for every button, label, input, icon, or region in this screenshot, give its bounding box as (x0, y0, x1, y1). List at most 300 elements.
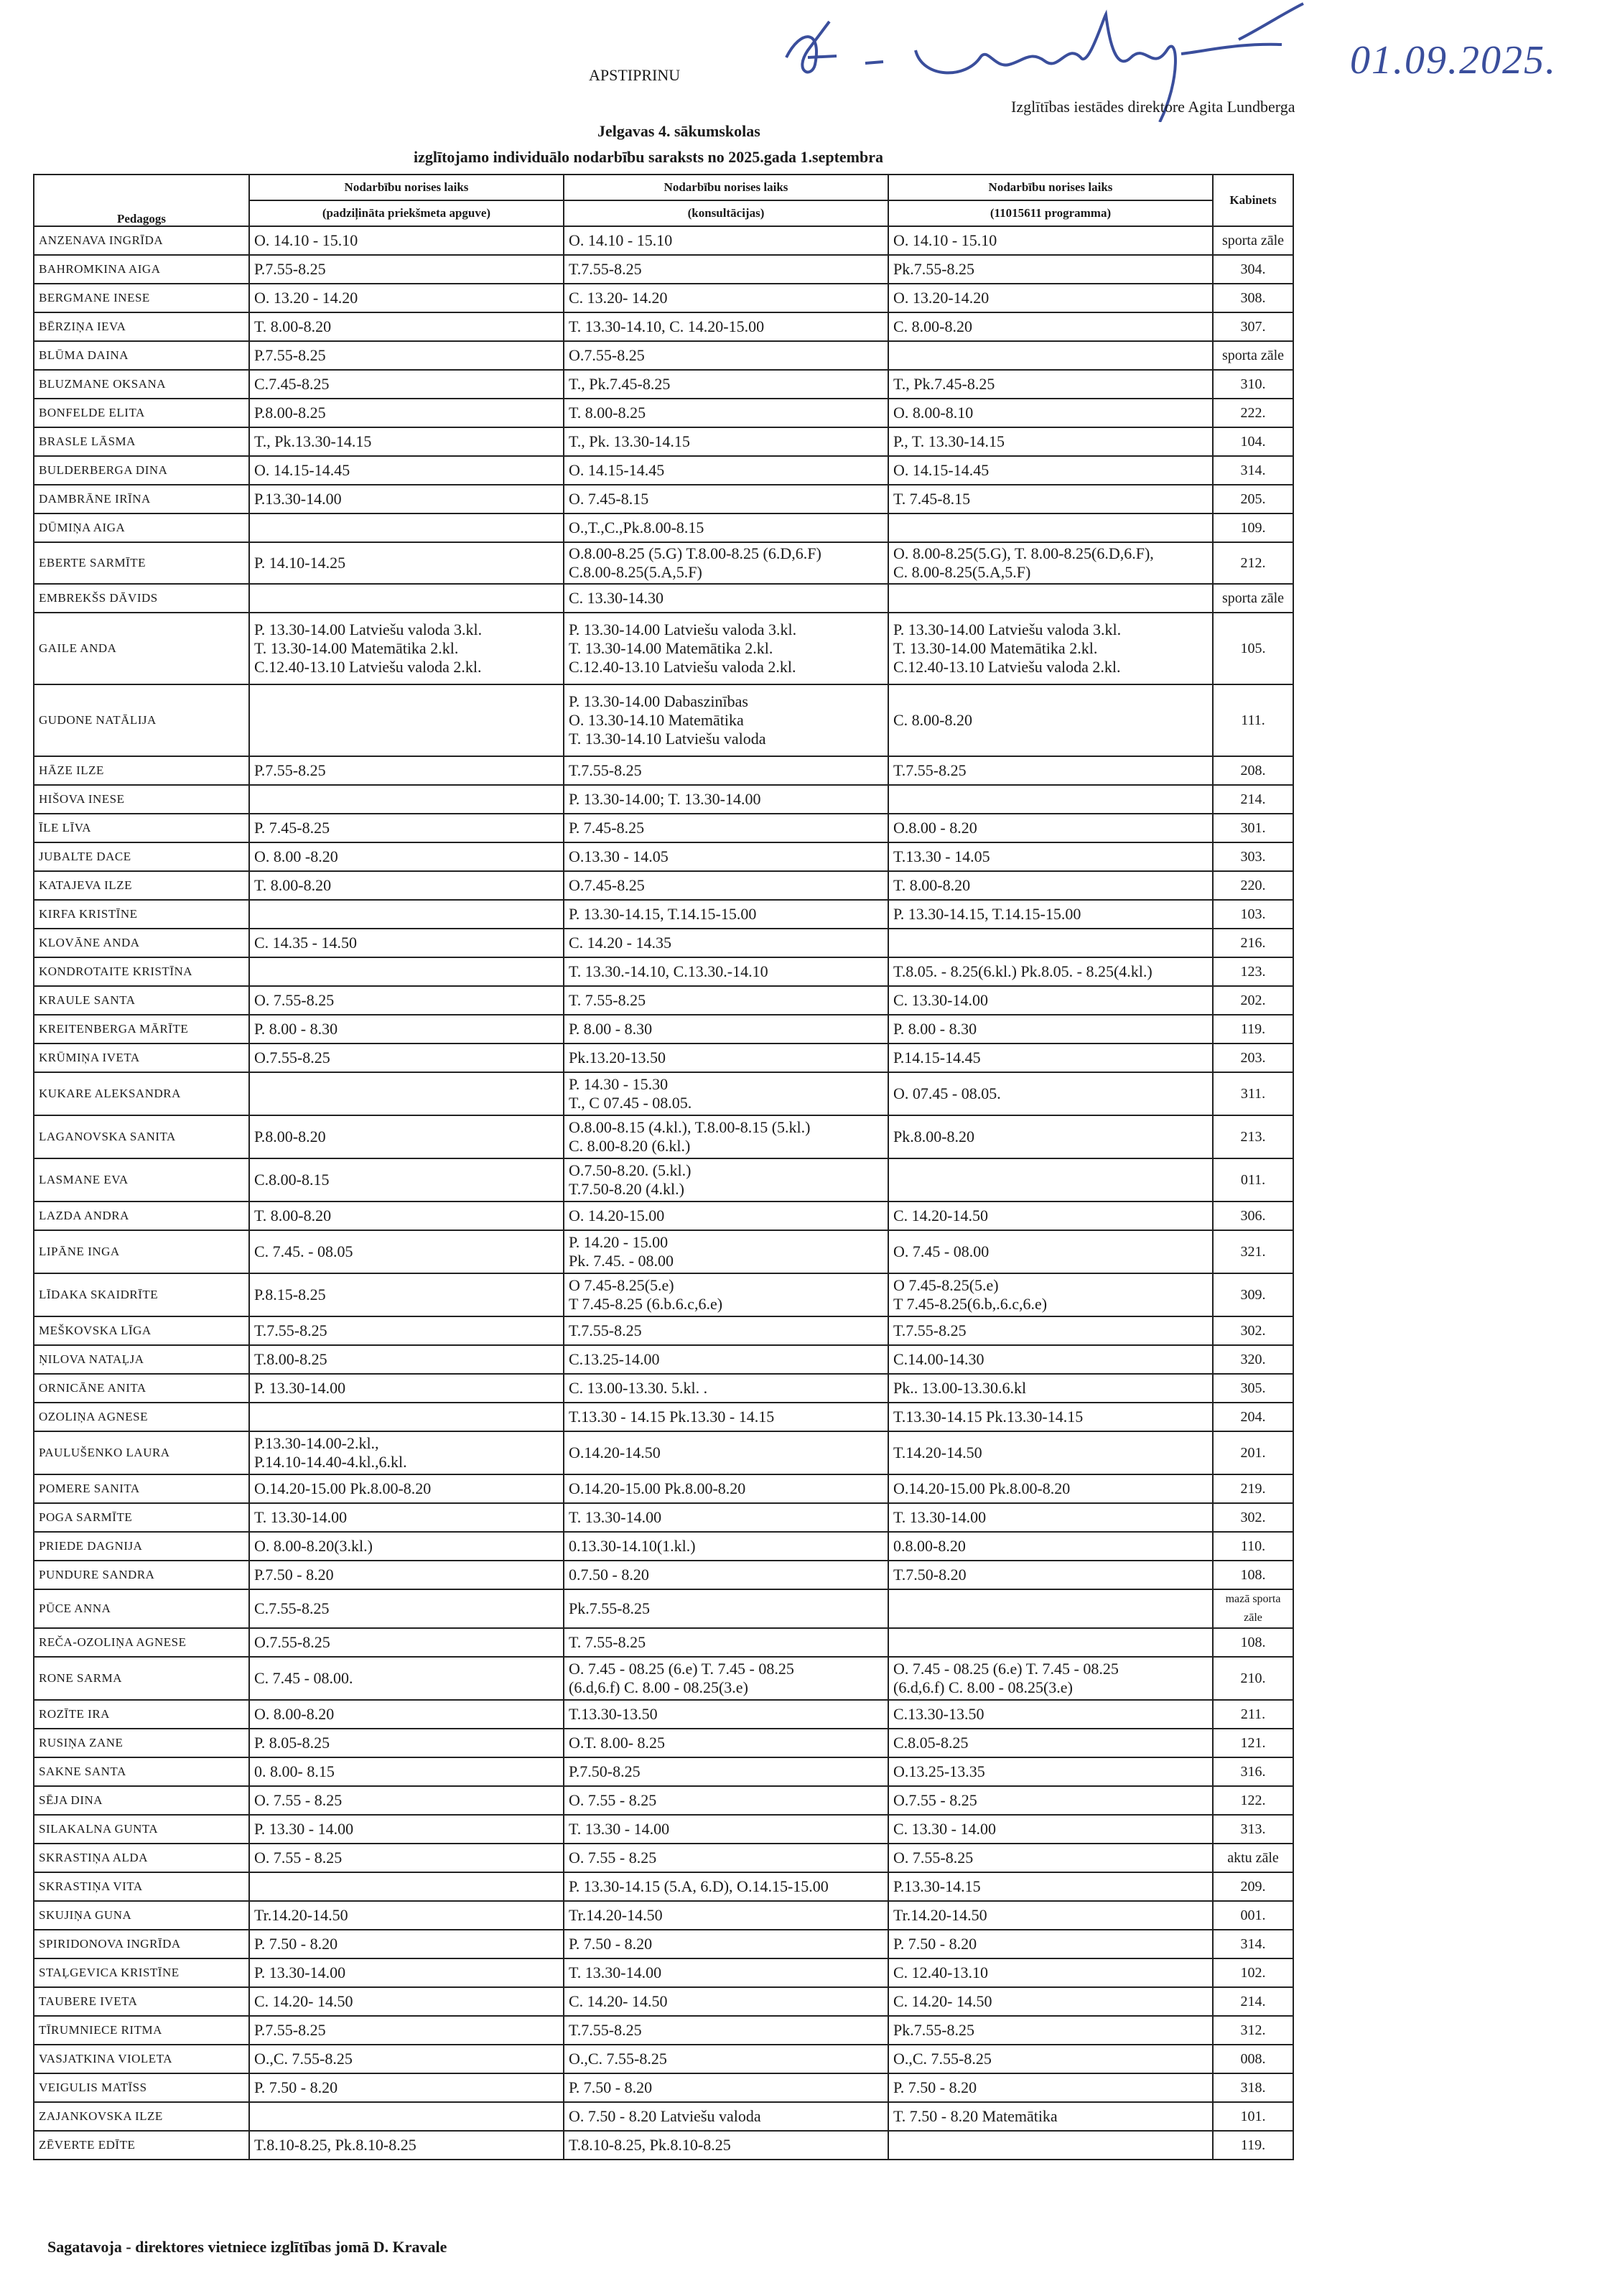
table-row (34, 756, 1293, 785)
time-program (888, 2131, 1213, 2160)
time-in-depth (249, 900, 564, 929)
room-number: 110. (1213, 1532, 1293, 1561)
table-row (34, 370, 1293, 399)
room-number: 314. (1213, 1930, 1293, 1958)
time-consultations: T. 13.30 - 14.00 (564, 1815, 888, 1844)
table-row (34, 684, 1293, 756)
room-number: 318. (1213, 2073, 1293, 2102)
time-in-depth: O. 8.00 -8.20 (249, 842, 564, 871)
teacher-name: PUNDURE SANDRA (34, 1561, 249, 1589)
table-row (34, 485, 1293, 513)
table-row (34, 1230, 1293, 1273)
room-number: 216. (1213, 929, 1293, 957)
teacher-name: SPIRIDONOVA INGRĪDA (34, 1930, 249, 1958)
teacher-name: HIŠOVA INESE (34, 785, 249, 814)
time-program: O. 13.20-14.20 (888, 284, 1213, 312)
time-program: C.8.05-8.25 (888, 1729, 1213, 1757)
time-program (888, 785, 1213, 814)
header-col2-top: Nodarbību norises laiks (564, 175, 888, 200)
time-in-depth (249, 513, 564, 542)
table-row (34, 1474, 1293, 1503)
teacher-name: LĪDAKA SKAIDRĪTE (34, 1273, 249, 1316)
table-row (34, 1757, 1293, 1786)
time-program: C. 13.30 - 14.00 (888, 1815, 1213, 1844)
school-name: Jelgavas 4. sākumskolas (597, 122, 760, 140)
time-in-depth: P. 8.00 - 8.30 (249, 1015, 564, 1044)
teacher-name: JUBALTE DACE (34, 842, 249, 871)
room-number: aktu zāle (1213, 1844, 1293, 1872)
time-program: P. 7.50 - 8.20 (888, 1930, 1213, 1958)
room-number: 208. (1213, 756, 1293, 785)
time-program: O.7.55 - 8.25 (888, 1786, 1213, 1815)
time-program: Pk.7.55-8.25 (888, 2016, 1213, 2045)
schedule-rows (34, 226, 1293, 2160)
time-consultations: T., Pk.7.45-8.25 (564, 370, 888, 399)
teacher-name: HĀZE ILZE (34, 756, 249, 785)
time-program: C.14.00-14.30 (888, 1345, 1213, 1374)
room-number: 209. (1213, 1872, 1293, 1901)
time-in-depth: O.7.55-8.25 (249, 1628, 564, 1657)
time-in-depth: P.7.55-8.25 (249, 756, 564, 785)
time-consultations: O. 7.45 - 08.25 (6.e) T. 7.45 - 08.25 (6.d,6.f) C. 8.00 - 08.25(3.e) (564, 1657, 888, 1700)
table-row (34, 1431, 1293, 1474)
teacher-name: PŪCE ANNA (34, 1589, 249, 1628)
table-row (34, 1403, 1293, 1431)
room-number: 314. (1213, 456, 1293, 485)
time-consultations: T.7.55-8.25 (564, 1316, 888, 1345)
time-in-depth: O. 8.00-8.20 (249, 1700, 564, 1729)
room-number: 103. (1213, 900, 1293, 929)
room-number: 302. (1213, 1316, 1293, 1345)
table-row (34, 542, 1293, 584)
room-number: 212. (1213, 542, 1293, 584)
time-program: O. 8.00-8.25(5.G), T. 8.00-8.25(6.D,6.F), C. 8.00-8.25(5.A,5.F) (888, 542, 1213, 584)
time-in-depth: P.8.00-8.20 (249, 1115, 564, 1158)
time-consultations: T. 7.55-8.25 (564, 1628, 888, 1657)
table-row (34, 1115, 1293, 1158)
table-row (34, 1561, 1293, 1589)
time-in-depth (249, 2102, 564, 2131)
time-consultations: 0.7.50 - 8.20 (564, 1561, 888, 1589)
time-consultations: T. 8.00-8.25 (564, 399, 888, 427)
signature-date: 01.09.2025. (1350, 38, 1557, 83)
table-row (34, 871, 1293, 900)
time-in-depth: P. 13.30 - 14.00 (249, 1815, 564, 1844)
room-number: 304. (1213, 255, 1293, 284)
time-in-depth: O. 7.55 - 8.25 (249, 1844, 564, 1872)
table-row (34, 1901, 1293, 1930)
table-row (34, 427, 1293, 456)
teacher-name: GAILE ANDA (34, 613, 249, 684)
time-in-depth (249, 1072, 564, 1115)
teacher-name: OZOLIŅA AGNESE (34, 1403, 249, 1431)
time-program: P. 8.00 - 8.30 (888, 1015, 1213, 1044)
time-program: O. 14.15-14.45 (888, 456, 1213, 485)
teacher-name: SAKNE SANTA (34, 1757, 249, 1786)
time-program: O. 7.55-8.25 (888, 1844, 1213, 1872)
teacher-name: TĪRUMNIECE RITMA (34, 2016, 249, 2045)
time-in-depth: C.7.55-8.25 (249, 1589, 564, 1628)
time-in-depth: T.8.10-8.25, Pk.8.10-8.25 (249, 2131, 564, 2160)
room-number: 111. (1213, 684, 1293, 756)
room-number: mazā sporta zāle (1213, 1589, 1293, 1628)
teacher-name: ZĒVERTE EDĪTE (34, 2131, 249, 2160)
teacher-name: DAMBRĀNE IRĪNA (34, 485, 249, 513)
teacher-name: POMERE SANITA (34, 1474, 249, 1503)
teacher-name: BULDERBERGA DINA (34, 456, 249, 485)
room-number: 306. (1213, 1202, 1293, 1230)
teacher-name: PAULUŠENKO LAURA (34, 1431, 249, 1474)
time-consultations: O. 7.55 - 8.25 (564, 1786, 888, 1815)
time-in-depth: T.8.00-8.25 (249, 1345, 564, 1374)
teacher-name: SKRASTIŅA ALDA (34, 1844, 249, 1872)
time-in-depth: P.7.55-8.25 (249, 341, 564, 370)
time-consultations: T.7.55-8.25 (564, 255, 888, 284)
room-number: 104. (1213, 427, 1293, 456)
table-row (34, 2131, 1293, 2160)
teacher-name: KRAULE SANTA (34, 986, 249, 1015)
teacher-name: KLOVĀNE ANDA (34, 929, 249, 957)
time-consultations: T.13.30 - 14.15 Pk.13.30 - 14.15 (564, 1403, 888, 1431)
time-in-depth: O. 8.00-8.20(3.kl.) (249, 1532, 564, 1561)
table-row (34, 1202, 1293, 1230)
time-in-depth: P.13.30-14.00 (249, 485, 564, 513)
teacher-name: RUSIŅA ZANE (34, 1729, 249, 1757)
time-consultations: T. 7.55-8.25 (564, 986, 888, 1015)
time-program: T.7.55-8.25 (888, 756, 1213, 785)
time-in-depth: P.8.15-8.25 (249, 1273, 564, 1316)
room-number: 119. (1213, 2131, 1293, 2160)
time-program: C. 8.00-8.20 (888, 684, 1213, 756)
table-row (34, 1345, 1293, 1374)
time-in-depth: P.7.55-8.25 (249, 2016, 564, 2045)
time-in-depth: P.7.55-8.25 (249, 255, 564, 284)
room-number: 220. (1213, 871, 1293, 900)
time-consultations: T.13.30-13.50 (564, 1700, 888, 1729)
teacher-name: BRASLE LĀSMA (34, 427, 249, 456)
time-program: O 7.45-8.25(5.e) T 7.45-8.25(6.b,.6.c,6.e) (888, 1273, 1213, 1316)
time-consultations: C. 14.20 - 14.35 (564, 929, 888, 957)
time-program: O. 7.45 - 08.00 (888, 1230, 1213, 1273)
table-row (34, 1872, 1293, 1901)
time-in-depth: O.,C. 7.55-8.25 (249, 2045, 564, 2073)
teacher-name: RONE SARMA (34, 1657, 249, 1700)
time-consultations: P. 7.50 - 8.20 (564, 1930, 888, 1958)
table-row (34, 456, 1293, 485)
time-consultations: O.8.00-8.25 (5.G) T.8.00-8.25 (6.D,6.F) C.8.00-8.25(5.A,5.F) (564, 542, 888, 584)
room-number: 201. (1213, 1431, 1293, 1474)
time-consultations: 0.13.30-14.10(1.kl.) (564, 1532, 888, 1561)
teacher-name: LAGANOVSKA SANITA (34, 1115, 249, 1158)
room-number: 204. (1213, 1403, 1293, 1431)
approve-label: APSTIPRINU (589, 66, 681, 84)
table-row (34, 1657, 1293, 1700)
time-consultations: C.13.25-14.00 (564, 1345, 888, 1374)
room-number: 102. (1213, 1958, 1293, 1987)
prepared-by: Sagatavoja - direktores vietniece izglītības jomā D. Kravale (47, 2238, 447, 2256)
time-in-depth: P. 13.30-14.00 Latviešu valoda 3.kl. T. 13.30-14.00 Matemātika 2.kl. C.12.40-13.10 Latviešu valoda 2.kl. (249, 613, 564, 684)
time-program: 0.8.00-8.20 (888, 1532, 1213, 1561)
room-number: 121. (1213, 1729, 1293, 1757)
header-col3-sub: (11015611 programma) (888, 200, 1213, 226)
teacher-name: KATAJEVA ILZE (34, 871, 249, 900)
header-col3-top: Nodarbību norises laiks (888, 175, 1213, 200)
time-consultations: T., Pk. 13.30-14.15 (564, 427, 888, 456)
time-consultations: O.13.30 - 14.05 (564, 842, 888, 871)
time-in-depth: Tr.14.20-14.50 (249, 1901, 564, 1930)
time-consultations: O. 7.45-8.15 (564, 485, 888, 513)
room-number: sporta zāle (1213, 341, 1293, 370)
table-row (34, 900, 1293, 929)
time-consultations: O.7.55-8.25 (564, 341, 888, 370)
table-row (34, 2073, 1293, 2102)
room-number: 101. (1213, 2102, 1293, 2131)
teacher-name: BLUZMANE OKSANA (34, 370, 249, 399)
header-col1-top: Nodarbību norises laiks (249, 175, 564, 200)
table-row (34, 1316, 1293, 1345)
time-consultations: O. 14.15-14.45 (564, 456, 888, 485)
table-row (34, 399, 1293, 427)
room-number: 203. (1213, 1044, 1293, 1072)
table-row (34, 1987, 1293, 2016)
time-in-depth: 0. 8.00- 8.15 (249, 1757, 564, 1786)
room-number: 011. (1213, 1158, 1293, 1202)
table-row (34, 1958, 1293, 1987)
table-row (34, 341, 1293, 370)
time-consultations: Tr.14.20-14.50 (564, 1901, 888, 1930)
time-in-depth: C.8.00-8.15 (249, 1158, 564, 1202)
teacher-name: LAZDA ANDRA (34, 1202, 249, 1230)
time-in-depth: T. 8.00-8.20 (249, 1202, 564, 1230)
teacher-name: ORNICĀNE ANITA (34, 1374, 249, 1403)
table-row (34, 957, 1293, 986)
table-row (34, 1374, 1293, 1403)
time-in-depth: T., Pk.13.30-14.15 (249, 427, 564, 456)
time-consultations: O.T. 8.00- 8.25 (564, 1729, 888, 1757)
time-in-depth: C. 7.45 - 08.00. (249, 1657, 564, 1700)
table-row (34, 2102, 1293, 2131)
time-in-depth: P.8.00-8.25 (249, 399, 564, 427)
teacher-name: LASMANE EVA (34, 1158, 249, 1202)
table-row (34, 284, 1293, 312)
time-in-depth (249, 785, 564, 814)
room-number: 311. (1213, 1072, 1293, 1115)
room-number: 202. (1213, 986, 1293, 1015)
time-program: T. 7.50 - 8.20 Matemātika (888, 2102, 1213, 2131)
time-in-depth (249, 957, 564, 986)
time-consultations: C. 14.20- 14.50 (564, 1987, 888, 2016)
teacher-name: ĪLE LĪVA (34, 814, 249, 842)
room-number: 303. (1213, 842, 1293, 871)
header-room: Kabinets (1213, 175, 1293, 226)
time-in-depth: C. 14.35 - 14.50 (249, 929, 564, 957)
room-number: 312. (1213, 2016, 1293, 2045)
teacher-name: TAUBERE IVETA (34, 1987, 249, 2016)
time-consultations: O. 14.20-15.00 (564, 1202, 888, 1230)
teacher-name: DŪMIŅA AIGA (34, 513, 249, 542)
time-consultations: O. 7.50 - 8.20 Latviešu valoda (564, 2102, 888, 2131)
time-program: O. 14.10 - 15.10 (888, 226, 1213, 255)
table-row (34, 1786, 1293, 1815)
time-in-depth: T. 13.30-14.00 (249, 1503, 564, 1532)
time-program: C. 13.30-14.00 (888, 986, 1213, 1015)
room-number: 123. (1213, 957, 1293, 986)
time-consultations: P. 13.30-14.00 Dabaszinības O. 13.30-14.10 Matemātika T. 13.30-14.10 Latviešu valoda (564, 684, 888, 756)
time-in-depth: P. 14.10-14.25 (249, 542, 564, 584)
time-in-depth (249, 1403, 564, 1431)
teacher-name: GUDONE NATĀLIJA (34, 684, 249, 756)
time-program (888, 341, 1213, 370)
time-in-depth: P. 7.50 - 8.20 (249, 2073, 564, 2102)
time-program: Pk.8.00-8.20 (888, 1115, 1213, 1158)
time-consultations: P.7.50-8.25 (564, 1757, 888, 1786)
table-row (34, 584, 1293, 613)
table-row (34, 1589, 1293, 1628)
schedule-table (33, 174, 1294, 2160)
teacher-name: KUKARE ALEKSANDRA (34, 1072, 249, 1115)
time-program: C.13.30-13.50 (888, 1700, 1213, 1729)
time-in-depth: O.7.55-8.25 (249, 1044, 564, 1072)
teacher-name: BAHROMKINA AIGA (34, 255, 249, 284)
room-number: 219. (1213, 1474, 1293, 1503)
room-number: sporta zāle (1213, 226, 1293, 255)
time-program (888, 929, 1213, 957)
time-program: Pk.7.55-8.25 (888, 255, 1213, 284)
time-program: T.7.55-8.25 (888, 1316, 1213, 1345)
time-program: O. 7.45 - 08.25 (6.e) T. 7.45 - 08.25 (6.d,6.f) C. 8.00 - 08.25(3.e) (888, 1657, 1213, 1700)
time-program: C. 8.00-8.20 (888, 312, 1213, 341)
director-line: Izglītības iestādes direktore Agita Lundberga (1011, 98, 1295, 116)
time-consultations: T. 13.30.-14.10, C.13.30.-14.10 (564, 957, 888, 986)
time-program (888, 1589, 1213, 1628)
teacher-name: VASJATKINA VIOLETA (34, 2045, 249, 2073)
time-program: O.,C. 7.55-8.25 (888, 2045, 1213, 2073)
time-program (888, 1628, 1213, 1657)
table-row (34, 2045, 1293, 2073)
teacher-name: LIPĀNE INGA (34, 1230, 249, 1273)
table-row (34, 513, 1293, 542)
time-consultations: P. 7.45-8.25 (564, 814, 888, 842)
time-consultations: O.8.00-8.15 (4.kl.), T.8.00-8.15 (5.kl.) C. 8.00-8.20 (6.kl.) (564, 1115, 888, 1158)
time-consultations: O 7.45-8.25(5.e) T 7.45-8.25 (6.b.6.c,6.e) (564, 1273, 888, 1316)
room-number: 213. (1213, 1115, 1293, 1158)
time-program: P.13.30-14.15 (888, 1872, 1213, 1901)
room-number: 305. (1213, 1374, 1293, 1403)
teacher-name: KRŪMIŅA IVETA (34, 1044, 249, 1072)
time-consultations: T. 13.30-14.00 (564, 1503, 888, 1532)
table-row (34, 1930, 1293, 1958)
time-consultations: P. 13.30-14.15 (5.A, 6.D), O.14.15-15.00 (564, 1872, 888, 1901)
time-consultations: C. 13.00-13.30. 5.kl. . (564, 1374, 888, 1403)
time-program: T.8.05. - 8.25(6.kl.) Pk.8.05. - 8.25(4.kl.) (888, 957, 1213, 986)
time-consultations: T.7.55-8.25 (564, 2016, 888, 2045)
teacher-name: KIRFA KRISTĪNE (34, 900, 249, 929)
time-consultations: Pk.13.20-13.50 (564, 1044, 888, 1072)
time-program (888, 513, 1213, 542)
teacher-name: PRIEDE DAGNIJA (34, 1532, 249, 1561)
teacher-name: EMBREKŠS DĀVIDS (34, 584, 249, 613)
time-program: P. 7.50 - 8.20 (888, 2073, 1213, 2102)
table-row (34, 312, 1293, 341)
time-program: O.8.00 - 8.20 (888, 814, 1213, 842)
time-program: C. 14.20- 14.50 (888, 1987, 1213, 2016)
room-number: 313. (1213, 1815, 1293, 1844)
room-number: 211. (1213, 1700, 1293, 1729)
table-row (34, 1503, 1293, 1532)
teacher-name: ŅILOVA NATAĻJA (34, 1345, 249, 1374)
teacher-name: KONDROTAITE KRISTĪNA (34, 957, 249, 986)
table-row (34, 226, 1293, 255)
time-consultations: P. 7.50 - 8.20 (564, 2073, 888, 2102)
teacher-name: SILAKALNA GUNTA (34, 1815, 249, 1844)
teacher-name: ZAJANKOVSKA ILZE (34, 2102, 249, 2131)
room-number: 008. (1213, 2045, 1293, 2073)
time-in-depth: T.7.55-8.25 (249, 1316, 564, 1345)
teacher-name: EBERTE SARMĪTE (34, 542, 249, 584)
table-row (34, 1628, 1293, 1657)
room-number: 214. (1213, 785, 1293, 814)
time-consultations: Pk.7.55-8.25 (564, 1589, 888, 1628)
time-program: T.7.50-8.20 (888, 1561, 1213, 1589)
room-number: 310. (1213, 370, 1293, 399)
table-row (34, 1273, 1293, 1316)
time-program: O. 8.00-8.10 (888, 399, 1213, 427)
time-in-depth: O.14.20-15.00 Pk.8.00-8.20 (249, 1474, 564, 1503)
header-teacher: Pedagogs (34, 175, 249, 226)
table-row (34, 842, 1293, 871)
time-in-depth: T. 8.00-8.20 (249, 871, 564, 900)
room-number: 108. (1213, 1628, 1293, 1657)
teacher-name: ANZENAVA INGRĪDA (34, 226, 249, 255)
teacher-name: BLŪMA DAINA (34, 341, 249, 370)
time-in-depth (249, 1872, 564, 1901)
room-number: 320. (1213, 1345, 1293, 1374)
time-program: T. 7.45-8.15 (888, 485, 1213, 513)
time-in-depth: T. 8.00-8.20 (249, 312, 564, 341)
time-program: O.14.20-15.00 Pk.8.00-8.20 (888, 1474, 1213, 1503)
time-in-depth: C. 7.45. - 08.05 (249, 1230, 564, 1273)
time-in-depth: P. 7.45-8.25 (249, 814, 564, 842)
time-in-depth: O. 14.10 - 15.10 (249, 226, 564, 255)
table-row (34, 986, 1293, 1015)
room-number: 307. (1213, 312, 1293, 341)
time-in-depth: O. 7.55-8.25 (249, 986, 564, 1015)
time-program: T., Pk.7.45-8.25 (888, 370, 1213, 399)
time-consultations: O.7.50-8.20. (5.kl.) T.7.50-8.20 (4.kl.) (564, 1158, 888, 1202)
time-in-depth (249, 584, 564, 613)
time-program: O.13.25-13.35 (888, 1757, 1213, 1786)
document-title: izglītojamo individuālo nodarbību saraksts no 2025.gada 1.septembra (414, 148, 883, 166)
time-consultations: P. 13.30-14.00; T. 13.30-14.00 (564, 785, 888, 814)
table-row (34, 785, 1293, 814)
time-consultations: P. 14.20 - 15.00 Pk. 7.45. - 08.00 (564, 1230, 888, 1273)
time-consultations: P. 13.30-14.00 Latviešu valoda 3.kl. T. 13.30-14.00 Matemātika 2.kl. C.12.40-13.10 Latviešu valoda 2.kl. (564, 613, 888, 684)
time-consultations: P. 14.30 - 15.30 T., C 07.45 - 08.05. (564, 1072, 888, 1115)
header-col2-sub: (konsultācijas) (564, 200, 888, 226)
room-number: 105. (1213, 613, 1293, 684)
room-number: 301. (1213, 814, 1293, 842)
time-in-depth: P. 13.30-14.00 (249, 1374, 564, 1403)
time-program: P., T. 13.30-14.15 (888, 427, 1213, 456)
time-consultations: O.7.45-8.25 (564, 871, 888, 900)
time-in-depth: P. 8.05-8.25 (249, 1729, 564, 1757)
time-program: T.13.30 - 14.05 (888, 842, 1213, 871)
teacher-name: POGA SARMĪTE (34, 1503, 249, 1532)
table-row (34, 1700, 1293, 1729)
table-row (34, 613, 1293, 684)
room-number: 214. (1213, 1987, 1293, 2016)
table-row (34, 1072, 1293, 1115)
